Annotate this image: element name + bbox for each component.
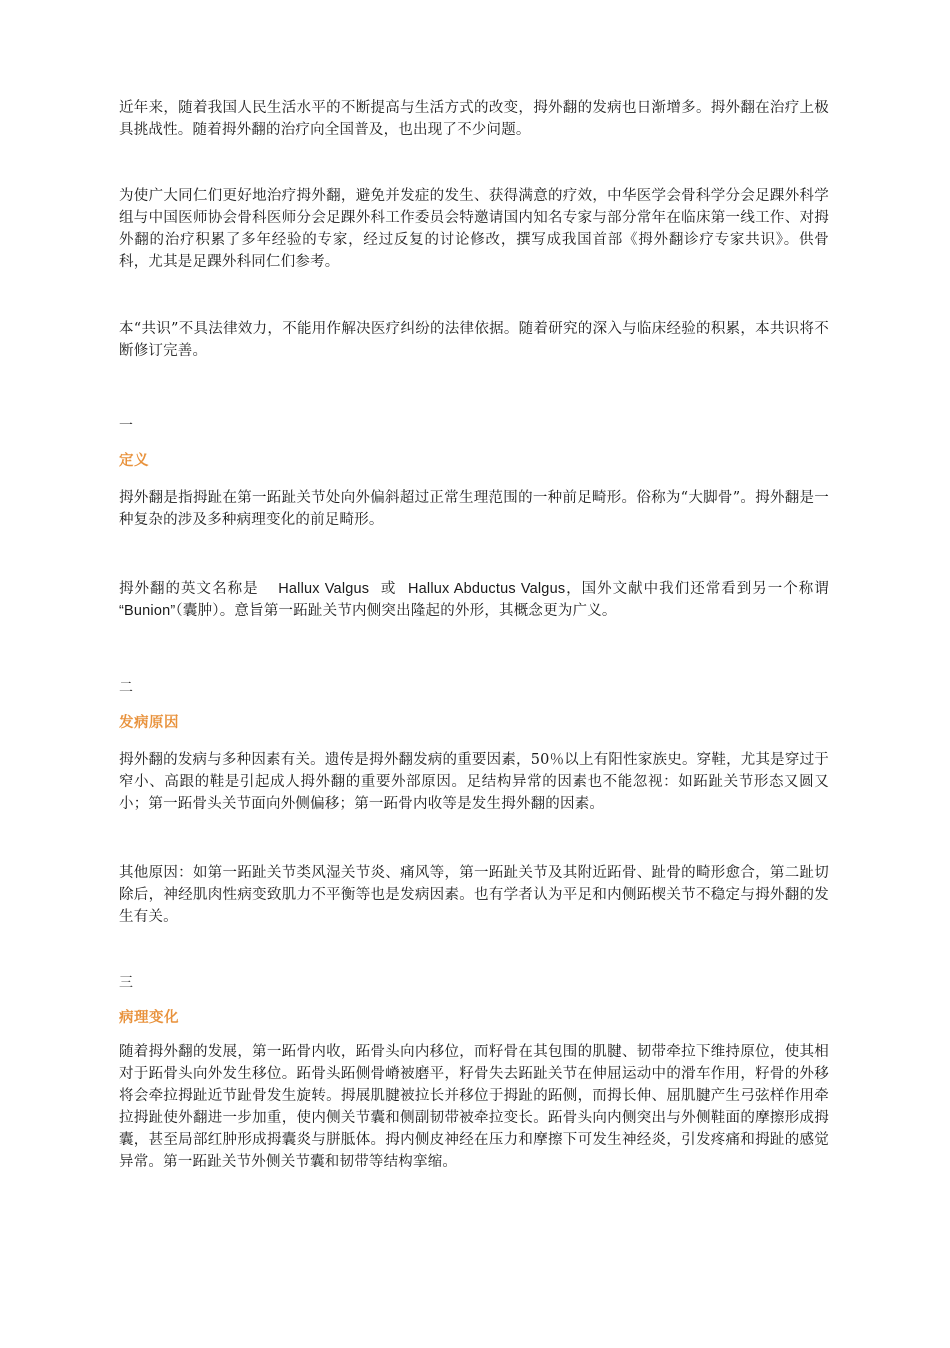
section-number: 三 [119,975,133,991]
definition-text: 拇外翻的英文名称是 [119,581,259,597]
section-title-causes: 发病原因 [119,715,179,731]
english-term: Hallux Valgus [278,581,370,597]
section-title-pathology: 病理变化 [119,1010,179,1026]
causes-paragraph-2: 其他原因：如第一跖趾关节类风湿关节炎、痛风等，第一跖趾关节及其附近跖骨、趾骨的畸形愈合，第二趾切除后，神经肌肉性病变致肌力不平衡等也是发病因素。也有学者认为平足和内侧跖楔关节不稳定与拇外翻的发生有关。 [119,865,829,925]
definition-text: （囊肿）。意旨第一跖趾关节内侧突出隆起的外形，其概念更为广义。 [175,603,617,619]
section-number: 一 [119,418,133,434]
definition-paragraph-1: 拇外翻是指拇趾在第一跖趾关节处向外偏斜超过正常生理范围的一种前足畸形。俗称为“大脚骨”。拇外翻是一种复杂的涉及多种病理变化的前足畸形。 [119,490,829,528]
section-title-definition: 定义 [119,453,149,469]
intro-paragraph-3: 本“共识”不具法律效力，不能用作解决医疗纠纷的法律依据。随着研究的深入与临床经验的积累，本共识将不断修订完善。 [119,321,829,359]
intro-paragraph-2: 为使广大同仁们更好地治疗拇外翻，避免并发症的发生、获得满意的疗效，中华医学会骨科学分会足踝外科学组与中国医师协会骨科医师分会足踝外科工作委员会特邀请国内知名专家与部分常年在临床第一线工作、对拇外翻的治疗积累了多年经验的专家，经过反复的讨论修改，撰写成我国首部《拇外翻诊疗专家共识》。供骨科，尤其是足踝外科同仁们参考。 [119,188,829,270]
pathology-paragraph-1: 随着拇外翻的发展，第一跖骨内收，跖骨头向内移位，而籽骨在其包围的肌腱、韧带牵拉下维持原位，使其相对于跖骨头向外发生移位。跖骨头跖侧骨嵴被磨平，籽骨失去跖趾关节在伸屈运动中的滑车作用，籽骨的外移将会牵拉拇趾近节趾骨发生旋转。拇展肌腱被拉长并移位于拇趾的跖侧，而拇长伸、屈肌腱产生弓弦样作用牵拉拇趾使外翻进一步加重，使内侧关节囊和侧副韧带被牵拉变长。跖骨头向内侧突出与外侧鞋面的摩擦形成拇囊，甚至局部红肿形成拇囊炎与胼胝体。拇内侧皮神经在压力和摩擦下可发生神经炎，引发疼痛和拇趾的感觉异常。第一跖趾关节外侧关节囊和韧带等结构挛缩。 [119,1044,829,1170]
causes-paragraph-1: 拇外翻的发病与多种因素有关。遗传是拇外翻发病的重要因素，50％以上有阳性家族史。穿鞋，尤其是穿过于窄小、高跟的鞋是引起成人拇外翻的重要外部原因。足结构异常的因素也不能忽视：如跖趾关节形态又圆又小；第一跖骨头关节面向外侧偏移；第一跖骨内收等是发生拇外翻的因素。 [119,752,829,812]
definition-text: 或 [380,581,397,597]
definition-text: ，国外文献中我们还常看到另一个称谓 [565,581,829,597]
intro-paragraph-1: 近年来，随着我国人民生活水平的不断提高与生活方式的改变，拇外翻的发病也日渐增多。拇外翻在治疗上极具挑战性。随着拇外翻的治疗向全国普及，也出现了不少问题。 [119,100,829,138]
english-term: Hallux Abductus Valgus [408,581,566,597]
definition-paragraph-2 [119,578,829,622]
section-number: 二 [119,680,133,696]
english-term: “Bunion” [119,603,176,619]
